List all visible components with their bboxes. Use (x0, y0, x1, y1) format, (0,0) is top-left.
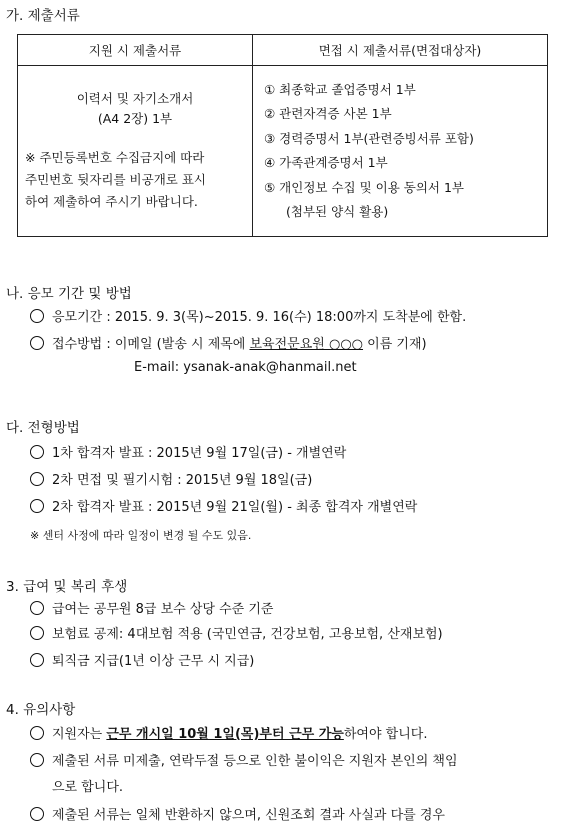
notice-row (30, 804, 445, 823)
list-item: ⑤ 개인정보 수집 및 이용 동의서 1부 (264, 179, 464, 195)
section-4-heading: 4. 유의사항 (6, 702, 76, 718)
period-text: 응모기간 : 2015. 9. 3(목)~2015. 9. 16(수) 18:00까지 도착분에 한함. (52, 310, 467, 325)
table-header-interview: 면접 시 제출서류(면접대상자) (253, 35, 548, 66)
list-item: ④ 가족관계증명서 1부 (264, 155, 388, 170)
interview-docs-cell (253, 66, 548, 237)
notice-continuation: 으로 합니다. (52, 780, 124, 795)
notice-text: 지원자는 (52, 727, 107, 742)
benefit-row (30, 598, 273, 617)
list-item: ② 관련자격증 사본 1부 (264, 106, 392, 121)
benefit-row (30, 623, 443, 642)
section-na-heading: 나. 응모 기간 및 방법 (6, 286, 132, 302)
note-line: 주민번호 뒷자리를 비공개로 표시 (25, 172, 206, 187)
bullet-circle-icon (30, 753, 44, 767)
note-line: 하여 제출하여 주시기 바랍니다. (25, 194, 198, 209)
benefit-text: 퇴직금 지급(1년 이상 근무 시 지급) (52, 654, 255, 669)
apply-docs-cell (18, 66, 253, 237)
apply-docs-note (19, 147, 251, 213)
benefit-row (30, 650, 254, 669)
notice-text: 제출된 서류는 일체 반환하지 않으며, 신원조회 결과 사실과 다를 경우 (52, 808, 445, 823)
benefit-text: 보험료 공제: 4대보험 적용 (국민연금, 건강보험, 고용보험, 산재보험) (52, 627, 443, 642)
notice-text: 하여야 합니다. (343, 727, 428, 742)
schedule-text: 1차 합격자 발표 : 2015년 9월 17일(금) - 개별연락 (52, 446, 347, 461)
notice-text: 제출된 서류 미제출, 연락두절 등으로 인한 불이익은 지원자 본인의 책임 (52, 754, 458, 769)
documents-table (17, 34, 548, 237)
section-ga-heading: 가. 제출서류 (6, 8, 80, 24)
bullet-circle-icon (30, 601, 44, 615)
method-suffix: 이름 기재) (363, 337, 427, 352)
notice-row (30, 723, 427, 742)
list-item: ① 최종학교 졸업증명서 1부 (264, 81, 416, 97)
bullet-circle-icon (30, 309, 44, 323)
list-item-sub: (첨부된 양식 활용) (286, 204, 389, 219)
schedule-text: 2차 합격자 발표 : 2015년 9월 21일(월) - 최종 합격자 개별연락 (52, 500, 418, 515)
section-3-heading: 3. 급여 및 복리 후생 (6, 579, 128, 595)
bullet-circle-icon (30, 445, 44, 459)
table-header-apply: 지원 시 제출서류 (18, 35, 253, 66)
bullet-circle-icon (30, 499, 44, 513)
method-underlined: 보육전문요원 ○○○ (249, 337, 364, 352)
benefit-text: 급여는 공무원 8급 보수 상당 수준 기준 (52, 602, 274, 617)
list-item: ③ 경력증명서 1부(관련증빙서류 포함) (264, 130, 474, 146)
email-text: E-mail: ysanak-anak@hanmail.net (134, 360, 357, 375)
bullet-circle-icon (30, 807, 44, 821)
bullet-circle-icon (30, 726, 44, 740)
schedule-text: 2차 면접 및 필기시험 : 2015년 9월 18일(금) (52, 473, 313, 488)
method-prefix: 접수방법 : 이메일 (발송 시 제목에 (52, 337, 250, 352)
bullet-circle-icon (30, 472, 44, 486)
note-line: ※ 주민등록번호 수집금지에 따라 (25, 150, 205, 165)
bullet-circle-icon (30, 336, 44, 350)
apply-docs-line1: 이력서 및 자기소개서 (76, 91, 194, 106)
bullet-circle-icon (30, 653, 44, 667)
bullet-circle-icon (30, 626, 44, 640)
schedule-row (30, 496, 417, 515)
schedule-row (30, 442, 346, 461)
notice-emphasis: 근무 개시일 10월 1일(목)부터 근무 가능 (106, 727, 344, 742)
schedule-row (30, 469, 312, 488)
schedule-note: ※ 센터 사정에 따라 일정이 변경 될 수도 있음. (30, 529, 252, 542)
period-row (30, 306, 466, 325)
notice-row (30, 750, 458, 769)
apply-docs-line2: (A4 2장) 1부 (97, 111, 173, 126)
method-row (30, 333, 427, 352)
section-da-heading: 다. 전형방법 (6, 420, 80, 436)
